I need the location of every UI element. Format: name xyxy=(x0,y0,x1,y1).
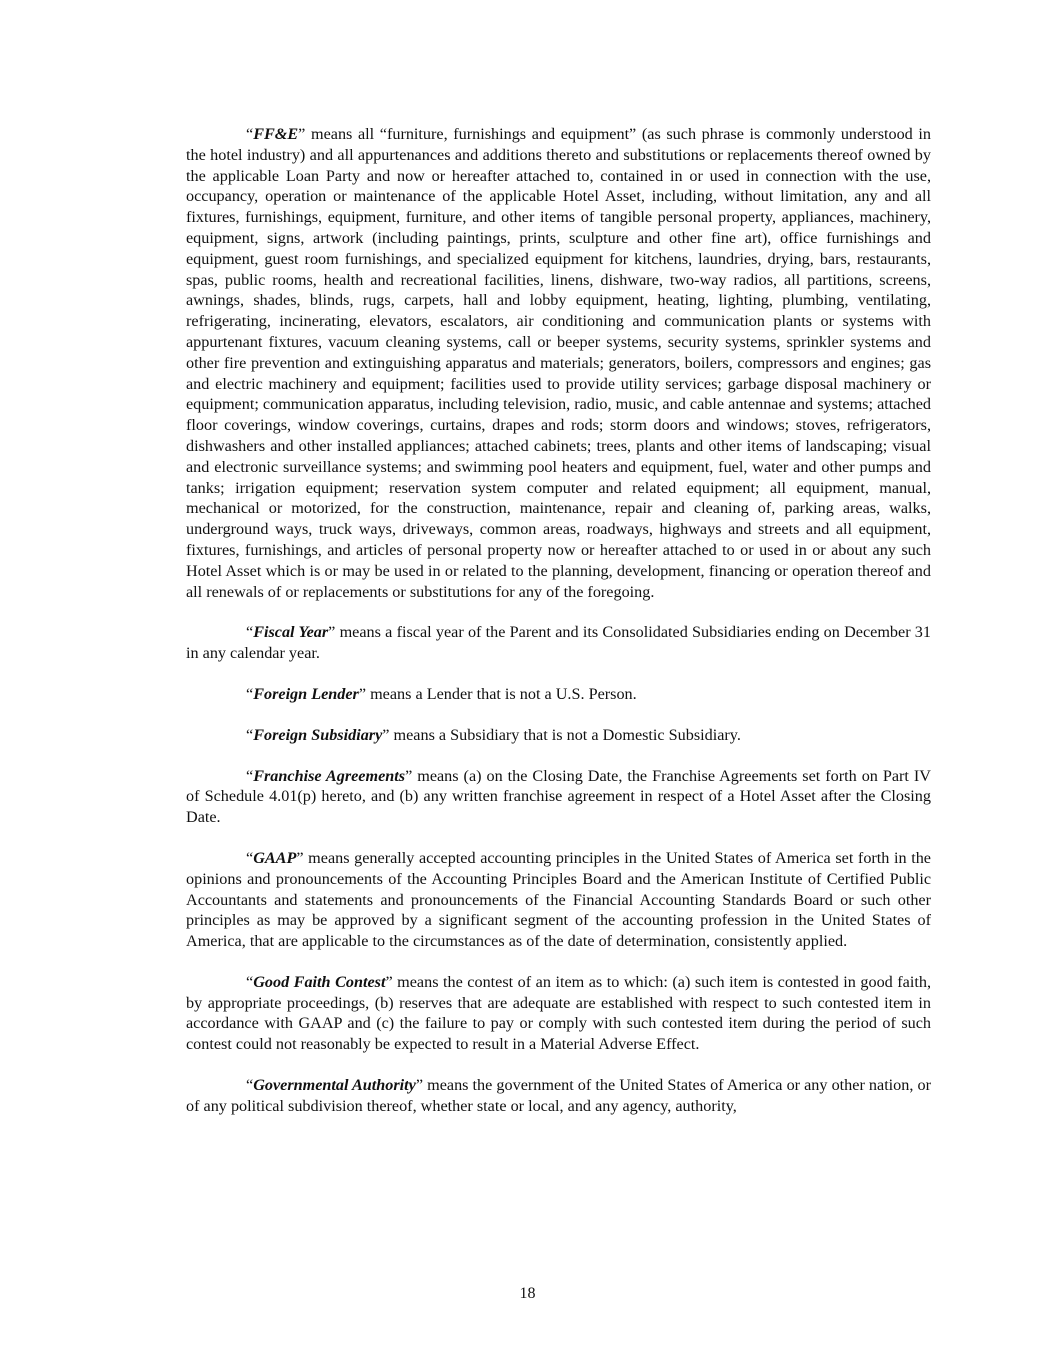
definition-gaap: “GAAP” means generally accepted accounting principles in the United States of America set forth in the opinions and pronouncements of the Accounting Principles Board and the American Institute of Certified Public Accountants and statements and pronouncements of the Financial Accounting Standards Board or such other principles as may be approved by a significant segment of the accounting profession in the United States of America, that are applicable to the circumstances as of the date of determination, consistently applied. xyxy=(186,848,931,951)
document-body xyxy=(186,124,931,1137)
definition-foreign-lender: “Foreign Lender” means a Lender that is not a U.S. Person. xyxy=(246,684,637,703)
definition-ffe: “FF&E” means all “furniture, furnishings and equipment” (as such phrase is commonly understood in the hotel industry) and all appurtenances and additions thereto and substitutions or replacements thereof owned by the applicable Loan Party and now or hereafter attached to, contained in or used in connection with the use, occupancy, operation or maintenance of the applicable Hotel Asset, including, without limitation, any and all fixtures, furnishings, equipment, furniture, and other items of tangible personal property, appliances, machinery, equipment, signs, artwork (including paintings, prints, sculpture and other fine art), office furnishings and equipment, guest room furnishings, and specialized equipment for kitchens, laundries, drying, bars, restaurants, spas, public rooms, health and recreational facilities, linens, dishware, two-way radios, all partitions, screens, awnings, shades, blinds, rugs, carpets, hall and lobby equipment, heating, lighting, plumbing, ventilating, refrigerating, incinerating, elevators, escalators, air conditioning and communication plants or systems with appurtenant fixtures, vacuum cleaning systems, call or beeper systems, security systems, sprinkler systems and other fire prevention and extinguishing apparatus and materials; generators, boilers, compressors and engines; gas and electric machinery and equipment; facilities used to provide utility services; garbage disposal machinery or equipment; communication apparatus, including television, radio, music, and cable antennae and systems; attached floor coverings, window coverings, curtains, drapes and rods; storm doors and windows; stoves, refrigerators, dishwashers and other installed appliances; attached cabinets; trees, plants and other items of landscaping; visual and electronic surveillance systems; and swimming pool heaters and equipment, fuel, water and other pumps and tanks; irrigation equipment; reservation system computer and related equipment; all equipment, manual, mechanical or motorized, for the construction, maintenance, repair and cleaning of, parking areas, walks, underground ways, truck ways, driveways, common areas, roadways, highways and streets and all equipment, fixtures, furnishings, and articles of personal property now or hereafter attached to or used in or about any such Hotel Asset which is or may be used in or related to the planning, development, financing or operation thereof and all renewals of or replacements or substitutions for any of the foregoing. xyxy=(186,125,931,601)
definition-franchise-agreements: “Franchise Agreements” means (a) on the Closing Date, the Franchise Agreements set forth on Part IV of Schedule 4.01(p) hereto, and (b) any written franchise agreement in respect of a Hotel Asset after the Closing Date. xyxy=(186,766,931,827)
definition-good-faith-contest: “Good Faith Contest” means the contest of an item as to which: (a) such item is contested in good faith, by appropriate proceedings, (b) reserves that are adequate are established with respect to such contested item in accordance with GAAP and (c) the failure to pay or comply with such contested item during the period of such contest could not reasonably be expected to result in a Material Adverse Effect. xyxy=(186,972,931,1054)
definition-governmental-authority: “Governmental Authority” means the government of the United States of America or any other nation, or of any political subdivision thereof, whether state or local, and any agency, authority, xyxy=(186,1076,931,1115)
defined-term: Franchise Agreements xyxy=(253,766,406,785)
defined-term: Foreign Subsidiary xyxy=(253,725,383,744)
defined-term: Foreign Lender xyxy=(253,684,359,703)
definition-foreign-subsidiary: “Foreign Subsidiary” means a Subsidiary that is not a Domestic Subsidiary. xyxy=(246,725,741,744)
definition-fiscal-year: “Fiscal Year” means a fiscal year of the Parent and its Consolidated Subsidiaries ending on December 31 in any calendar year. xyxy=(186,623,931,663)
defined-term: Governmental Authority xyxy=(253,1076,416,1095)
definition-text: means a fiscal year of the Parent and its Consolidated Subsidiaries ending on December 31 in any calendar year. xyxy=(186,623,931,663)
definition-text: means (a) on the Closing Date, the Franchise Agreements set forth on Part IV of Schedule 4.01(p) hereto, and (b) any written franchise agreement in respect of a Hotel Asset after the Closing Date. xyxy=(186,766,931,827)
definition-text: means a Lender that is not a U.S. Person. xyxy=(366,684,637,703)
defined-term: Good Faith Contest xyxy=(253,972,386,991)
definition-text: means all “furniture, furnishings and equipment” (as such phrase is commonly understood in the hotel industry) and all appurtenances and additions thereto and substitutions or replacements thereof owned by the applicable Loan Party and now or hereafter attached to, contained in or used in connection with the use, occupancy, operation or maintenance of the applicable Hotel Asset, including, without limitation, any and all fixtures, furnishings, equipment, furniture, and other items of tangible personal property, appliances, machinery, equipment, signs, artwork (including paintings, prints, sculpture and other fine art), office furnishings and equipment, guest room furnishings, and specialized equipment for kitchens, laundries, drying, bars, restaurants, spas, public rooms, health and recreational facilities, linens, dishware, two-way radios, all partitions, screens, awnings, shades, blinds, rugs, carpets, hall and lobby equipment, heating, lighting, plumbing, ventilating, refrigerating, incinerating, elevators, escalators, air conditioning and communication plants or systems with appurtenant fixtures, vacuum cleaning systems, call or beeper systems, security systems, sprinkler systems and other fire prevention and extinguishing apparatus and materials; generators, boilers, compressors and engines; gas and electric machinery and equipment; facilities used to provide utility services; garbage disposal machinery or equipment; communication apparatus, including television, radio, music, and cable antennae and systems; attached floor coverings, window coverings, curtains, drapes and rods; storm doors and windows; stoves, refrigerators, dishwashers and other installed appliances; attached cabinets; trees, plants and other items of landscaping; visual and electronic surveillance systems; and swimming pool heaters and equipment, fuel, water and other pumps and tanks; irrigation equipment; reservation system computer and related equipment; all equipment, manual, mechanical or motorized, for the construction, maintenance, repair and cleaning of, parking areas, walks, underground ways, truck ways, driveways, common areas, roadways, highways and streets and all equipment, fixtures, furnishings, and articles of personal property now or hereafter attached to or used in or about any such Hotel Asset which is or may be used in or related to the planning, development, financing or operation thereof and all renewals of or replacements or substitutions for any of the foregoing. xyxy=(186,125,931,601)
defined-term: Fiscal Year xyxy=(253,623,329,642)
defined-term: GAAP xyxy=(253,848,297,867)
page-number: 18 xyxy=(519,1285,536,1302)
definition-text: means a Subsidiary that is not a Domestic Subsidiary. xyxy=(389,725,741,744)
defined-term: FF&E xyxy=(253,125,299,143)
definition-text: means generally accepted accounting principles in the United States of America set forth in the opinions and pronouncements of the Accounting Principles Board and the American Institute of Certified Public Accountants and statements and pronouncements of the Financial Accounting Standards Board or such other principles as may be approved by a significant segment of the accounting profession in the United States of America, that are applicable to the circumstances as of the date of determination, consistently applied. xyxy=(186,848,931,951)
definition-text: means the contest of an item as to which: (a) such item is contested in good faith, by appropriate proceedings, (b) reserves that are adequate are established with respect to such contested item in accordance with GAAP and (c) the failure to pay or comply with such contested item during the period of such contest could not reasonably be expected to result in a Material Adverse Effect. xyxy=(186,972,931,1054)
definition-text: means the government of the United States of America or any other nation, or of any political subdivision thereof, whether state or local, and any agency, authority, xyxy=(186,1076,931,1115)
